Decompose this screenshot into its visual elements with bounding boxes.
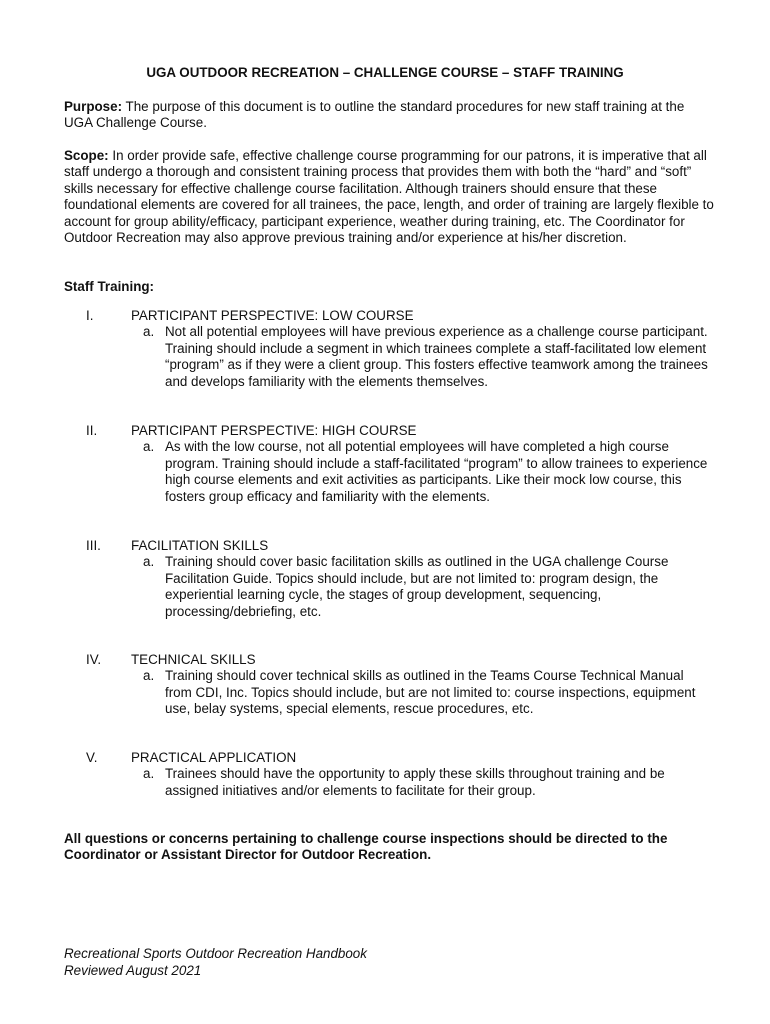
section-numeral: IV. [86, 652, 102, 667]
footer-reviewed-line: Reviewed August 2021 [64, 963, 202, 978]
footer-handbook-line: Recreational Sports Outdoor Recreation Handbook [64, 946, 367, 961]
section-item [143, 554, 713, 620]
item-text: Not all potential employees will have previous experience as a challenge course participant. Training should include a segment in which trainees complete a staff-facilitated low element “program” as if they were a client group. This fosters effective teamwork among the trainees and develops familiarity with the elements themselves. [165, 324, 708, 389]
section-numeral: V. [86, 750, 98, 765]
section-item [143, 324, 713, 390]
section-item [143, 668, 713, 717]
section-item [143, 439, 713, 505]
section-numeral: III. [86, 538, 101, 553]
scope-paragraph [64, 148, 714, 246]
section-numeral: I. [86, 308, 94, 323]
closing-statement: All questions or concerns pertaining to challenge course inspections should be directed to the Coordinator or Assistant Director for Outdoor Recreation. [64, 831, 668, 863]
scope-text: In order provide safe, effective challenge course programming for our patrons, it is imperative that all staff undergo a thorough and consistent training process that provides them with both the “hard” and “soft” skills necessary for effective challenge course facilitation. Although trainers should ensure that these foundational elements are covered for all trainees, the pace, length, and order of training are largely flexible to account for group ability/efficacy, participant experience, weather during training, etc. The Coordinator for Outdoor Recreation may also approve previous training and/or experience at his/her discretion. [64, 148, 714, 246]
scope-label: Scope: [64, 148, 109, 163]
item-text: Training should cover basic facilitation skills as outlined in the UGA challenge Course Facilitation Guide. Topics should include, but are not limited to: program design, the experiential learning cycle, the stages of group development, sequencing, processing/debriefing, etc. [165, 554, 669, 619]
item-text: Training should cover technical skills as outlined in the Teams Course Technical Manual from CDI, Inc. Topics should include, but are not limited to: course inspections, equipment use, belay systems, special elements, rescue procedures, etc. [165, 668, 696, 717]
purpose-text: The purpose of this document is to outline the standard procedures for new staff training at the UGA Challenge Course. [64, 99, 685, 131]
section-item [143, 766, 713, 799]
section-heading: PRACTICAL APPLICATION [131, 750, 297, 765]
staff-training-heading: Staff Training: [64, 279, 155, 294]
purpose-label: Purpose: [64, 99, 123, 114]
section-heading: TECHNICAL SKILLS [131, 652, 256, 667]
purpose-paragraph [64, 99, 714, 132]
document-title: UGA OUTDOOR RECREATION – CHALLENGE COURSE – STAFF TRAINING [146, 65, 624, 80]
item-marker: a. [143, 554, 155, 570]
item-marker: a. [143, 324, 155, 340]
item-text: Trainees should have the opportunity to apply these skills throughout training and be assigned initiatives and/or elements to facilitate for their group. [165, 766, 665, 798]
section-heading: FACILITATION SKILLS [131, 538, 269, 553]
item-text: As with the low course, not all potential employees will have completed a high course program. Training should include a staff-facilitated “program” to allow trainees to experience high course elements and exit activities as participants. Like their mock low course, this fosters group efficacy and familiarity with the elements. [165, 439, 708, 504]
section-heading: PARTICIPANT PERSPECTIVE: HIGH COURSE [131, 423, 417, 438]
item-marker: a. [143, 668, 155, 684]
section-heading: PARTICIPANT PERSPECTIVE: LOW COURSE [131, 308, 414, 323]
section-numeral: II. [86, 423, 98, 438]
item-marker: a. [143, 439, 155, 455]
item-marker: a. [143, 766, 155, 782]
